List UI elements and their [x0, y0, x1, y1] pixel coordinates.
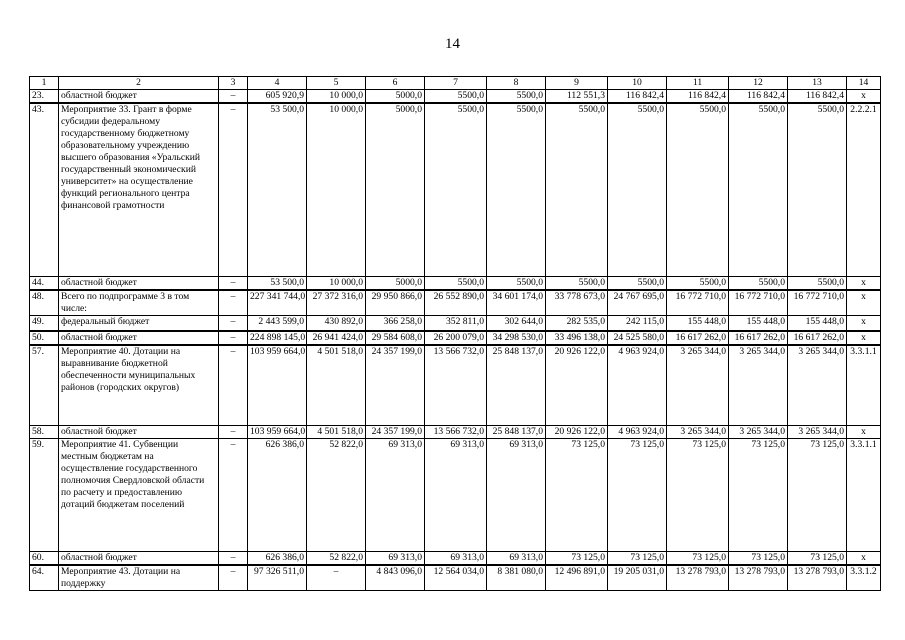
- value-cell: 16 617 262,0: [667, 331, 729, 345]
- row-dash: –: [219, 103, 248, 277]
- value-cell: 2 443 599,0: [248, 316, 307, 332]
- value-cell: 605 920,9: [248, 90, 307, 104]
- value-cell: 16 772 710,0: [788, 290, 847, 316]
- row-number: 23.: [30, 90, 59, 104]
- value-cell: 69 313,0: [366, 439, 425, 552]
- value-cell: 5500,0: [729, 277, 788, 291]
- value-cell: 5000,0: [366, 90, 425, 104]
- value-cell: 3 265 344,0: [729, 345, 788, 426]
- column-header: 1: [30, 77, 59, 90]
- row-code: x: [847, 552, 881, 566]
- value-cell: 430 892,0: [307, 316, 366, 332]
- value-cell: 16 617 262,0: [788, 331, 847, 345]
- value-cell: 366 258,0: [366, 316, 425, 332]
- value-cell: 5500,0: [487, 90, 546, 104]
- row-number: 44.: [30, 277, 59, 291]
- value-cell: 5500,0: [487, 277, 546, 291]
- value-cell: 73 125,0: [546, 439, 608, 552]
- table-row: [30, 565, 881, 591]
- row-name: Всего по подпрограмме 3 в том числе:: [59, 290, 219, 316]
- column-header: 8: [487, 77, 546, 90]
- value-cell: 155 448,0: [788, 316, 847, 332]
- table-row: [30, 103, 881, 277]
- value-cell: 97 326 511,0: [248, 565, 307, 591]
- row-name: федеральный бюджет: [59, 316, 219, 332]
- value-cell: 10 000,0: [307, 277, 366, 291]
- row-number: 57.: [30, 345, 59, 426]
- column-header: 11: [667, 77, 729, 90]
- value-cell: 626 386,0: [248, 439, 307, 552]
- table-row: [30, 290, 881, 316]
- value-cell: 16 617 262,0: [729, 331, 788, 345]
- row-name: областной бюджет: [59, 90, 219, 104]
- row-number: 48.: [30, 290, 59, 316]
- value-cell: 24 357 199,0: [366, 426, 425, 439]
- column-header: 5: [307, 77, 366, 90]
- value-cell: 13 278 793,0: [729, 565, 788, 591]
- value-cell: 16 772 710,0: [729, 290, 788, 316]
- value-cell: 3 265 344,0: [788, 426, 847, 439]
- value-cell: 5500,0: [608, 103, 667, 277]
- value-cell: 242 115,0: [608, 316, 667, 332]
- column-header: 4: [248, 77, 307, 90]
- value-cell: 73 125,0: [729, 552, 788, 566]
- value-cell: 24 525 580,0: [608, 331, 667, 345]
- table-row: [30, 316, 881, 332]
- value-cell: 5500,0: [788, 103, 847, 277]
- value-cell: 5500,0: [546, 277, 608, 291]
- value-cell: 227 341 744,0: [248, 290, 307, 316]
- row-name: областной бюджет: [59, 277, 219, 291]
- row-code: 3.3.1.1: [847, 439, 881, 552]
- value-cell: 5500,0: [608, 277, 667, 291]
- row-code: 2.2.2.1: [847, 103, 881, 277]
- value-cell: 29 950 866,0: [366, 290, 425, 316]
- value-cell: 73 125,0: [788, 439, 847, 552]
- value-cell: 52 822,0: [307, 552, 366, 566]
- column-header: 7: [425, 77, 487, 90]
- value-cell: 73 125,0: [667, 439, 729, 552]
- column-header: 2: [59, 77, 219, 90]
- value-cell: 25 848 137,0: [487, 426, 546, 439]
- value-cell: 155 448,0: [729, 316, 788, 332]
- value-cell: 10 000,0: [307, 103, 366, 277]
- row-name: областной бюджет: [59, 552, 219, 566]
- row-code: 3.3.1.2: [847, 565, 881, 591]
- value-cell: 19 205 031,0: [608, 565, 667, 591]
- row-dash: –: [219, 345, 248, 426]
- value-cell: 116 842,4: [729, 90, 788, 104]
- value-cell: 73 125,0: [729, 439, 788, 552]
- value-cell: 69 313,0: [487, 552, 546, 566]
- value-cell: –: [307, 565, 366, 591]
- value-cell: 52 822,0: [307, 439, 366, 552]
- table-row: [30, 552, 881, 566]
- row-dash: –: [219, 290, 248, 316]
- value-cell: 103 959 664,0: [248, 345, 307, 426]
- value-cell: 626 386,0: [248, 552, 307, 566]
- row-code: x: [847, 316, 881, 332]
- column-header: 9: [546, 77, 608, 90]
- value-cell: 16 772 710,0: [667, 290, 729, 316]
- row-name: областной бюджет: [59, 331, 219, 345]
- table-row: [30, 331, 881, 345]
- value-cell: 13 278 793,0: [788, 565, 847, 591]
- value-cell: 73 125,0: [608, 552, 667, 566]
- value-cell: 73 125,0: [546, 552, 608, 566]
- row-number: 49.: [30, 316, 59, 332]
- value-cell: 69 313,0: [366, 552, 425, 566]
- row-number: 59.: [30, 439, 59, 552]
- row-name: Мероприятие 40. Дотации на выравнивание бюджетной обеспеченности муниципальных районов (городских округов): [59, 345, 219, 426]
- value-cell: 69 313,0: [425, 439, 487, 552]
- value-cell: 4 843 096,0: [366, 565, 425, 591]
- table-row: [30, 426, 881, 439]
- row-code: x: [847, 290, 881, 316]
- value-cell: 155 448,0: [667, 316, 729, 332]
- row-dash: –: [219, 90, 248, 104]
- row-code: 3.3.1.1: [847, 345, 881, 426]
- row-number: 50.: [30, 331, 59, 345]
- value-cell: 69 313,0: [487, 439, 546, 552]
- row-dash: –: [219, 552, 248, 566]
- row-name: Мероприятие 43. Дотации на поддержку: [59, 565, 219, 591]
- value-cell: 25 848 137,0: [487, 345, 546, 426]
- value-cell: 13 278 793,0: [667, 565, 729, 591]
- value-cell: 282 535,0: [546, 316, 608, 332]
- value-cell: 73 125,0: [667, 552, 729, 566]
- value-cell: 34 298 530,0: [487, 331, 546, 345]
- value-cell: 3 265 344,0: [788, 345, 847, 426]
- value-cell: 116 842,4: [667, 90, 729, 104]
- row-number: 60.: [30, 552, 59, 566]
- value-cell: 8 381 080,0: [487, 565, 546, 591]
- value-cell: 12 564 034,0: [425, 565, 487, 591]
- row-code: x: [847, 426, 881, 439]
- value-cell: 12 496 891,0: [546, 565, 608, 591]
- row-number: 58.: [30, 426, 59, 439]
- value-cell: 5500,0: [487, 103, 546, 277]
- row-dash: –: [219, 316, 248, 332]
- row-number: 43.: [30, 103, 59, 277]
- value-cell: 4 963 924,0: [608, 345, 667, 426]
- value-cell: 13 566 732,0: [425, 345, 487, 426]
- budget-table: [29, 76, 881, 591]
- row-dash: –: [219, 565, 248, 591]
- column-header: 12: [729, 77, 788, 90]
- value-cell: 3 265 344,0: [667, 345, 729, 426]
- value-cell: 69 313,0: [425, 552, 487, 566]
- row-code: x: [847, 90, 881, 104]
- column-header: 10: [608, 77, 667, 90]
- value-cell: 5500,0: [788, 277, 847, 291]
- value-cell: 26 552 890,0: [425, 290, 487, 316]
- row-code: x: [847, 277, 881, 291]
- row-name: областной бюджет: [59, 426, 219, 439]
- column-header: 14: [847, 77, 881, 90]
- row-number: 64.: [30, 565, 59, 591]
- table-row: [30, 439, 881, 552]
- value-cell: 24 767 695,0: [608, 290, 667, 316]
- value-cell: 20 926 122,0: [546, 345, 608, 426]
- value-cell: 3 265 344,0: [729, 426, 788, 439]
- value-cell: 53 500,0: [248, 103, 307, 277]
- column-header: 6: [366, 77, 425, 90]
- value-cell: 27 372 316,0: [307, 290, 366, 316]
- value-cell: 34 601 174,0: [487, 290, 546, 316]
- value-cell: 26 941 424,0: [307, 331, 366, 345]
- value-cell: 33 778 673,0: [546, 290, 608, 316]
- value-cell: 20 926 122,0: [546, 426, 608, 439]
- value-cell: 29 584 608,0: [366, 331, 425, 345]
- column-header: 13: [788, 77, 847, 90]
- value-cell: 302 644,0: [487, 316, 546, 332]
- row-dash: –: [219, 439, 248, 552]
- value-cell: 5500,0: [425, 277, 487, 291]
- value-cell: 5500,0: [667, 277, 729, 291]
- page-number: 14: [445, 36, 460, 52]
- value-cell: 73 125,0: [788, 552, 847, 566]
- row-code: x: [847, 331, 881, 345]
- row-dash: –: [219, 331, 248, 345]
- value-cell: 5500,0: [425, 103, 487, 277]
- value-cell: 5500,0: [425, 90, 487, 104]
- row-dash: –: [219, 426, 248, 439]
- value-cell: 5500,0: [546, 103, 608, 277]
- row-name: Мероприятие 33. Грант в форме субсидии федеральному государственному бюджетному образовательному учреждению высшего образования «Уральский государственный экономический университет» на осуществление функций регионального центра финансовой грамотности: [59, 103, 219, 277]
- value-cell: 53 500,0: [248, 277, 307, 291]
- value-cell: 116 842,4: [608, 90, 667, 104]
- value-cell: 13 566 732,0: [425, 426, 487, 439]
- table-row: [30, 277, 881, 291]
- value-cell: 26 200 079,0: [425, 331, 487, 345]
- value-cell: 224 898 145,0: [248, 331, 307, 345]
- value-cell: 352 811,0: [425, 316, 487, 332]
- value-cell: 4 963 924,0: [608, 426, 667, 439]
- value-cell: 4 501 518,0: [307, 345, 366, 426]
- header-row: [30, 77, 881, 90]
- value-cell: 4 501 518,0: [307, 426, 366, 439]
- column-header: 3: [219, 77, 248, 90]
- value-cell: 5000,0: [366, 103, 425, 277]
- value-cell: 24 357 199,0: [366, 345, 425, 426]
- value-cell: 116 842,4: [788, 90, 847, 104]
- value-cell: 5500,0: [667, 103, 729, 277]
- value-cell: 103 959 664,0: [248, 426, 307, 439]
- table-row: [30, 90, 881, 104]
- value-cell: 112 551,3: [546, 90, 608, 104]
- row-name: Мероприятие 41. Субвенции местным бюджетам на осуществление государственного полномочия Свердловской области по расчету и предоставлению дотаций бюджетам поселений: [59, 439, 219, 552]
- value-cell: 5500,0: [729, 103, 788, 277]
- value-cell: 5000,0: [366, 277, 425, 291]
- value-cell: 10 000,0: [307, 90, 366, 104]
- table-row: [30, 345, 881, 426]
- value-cell: 33 496 138,0: [546, 331, 608, 345]
- value-cell: 73 125,0: [608, 439, 667, 552]
- value-cell: 3 265 344,0: [667, 426, 729, 439]
- row-dash: –: [219, 277, 248, 291]
